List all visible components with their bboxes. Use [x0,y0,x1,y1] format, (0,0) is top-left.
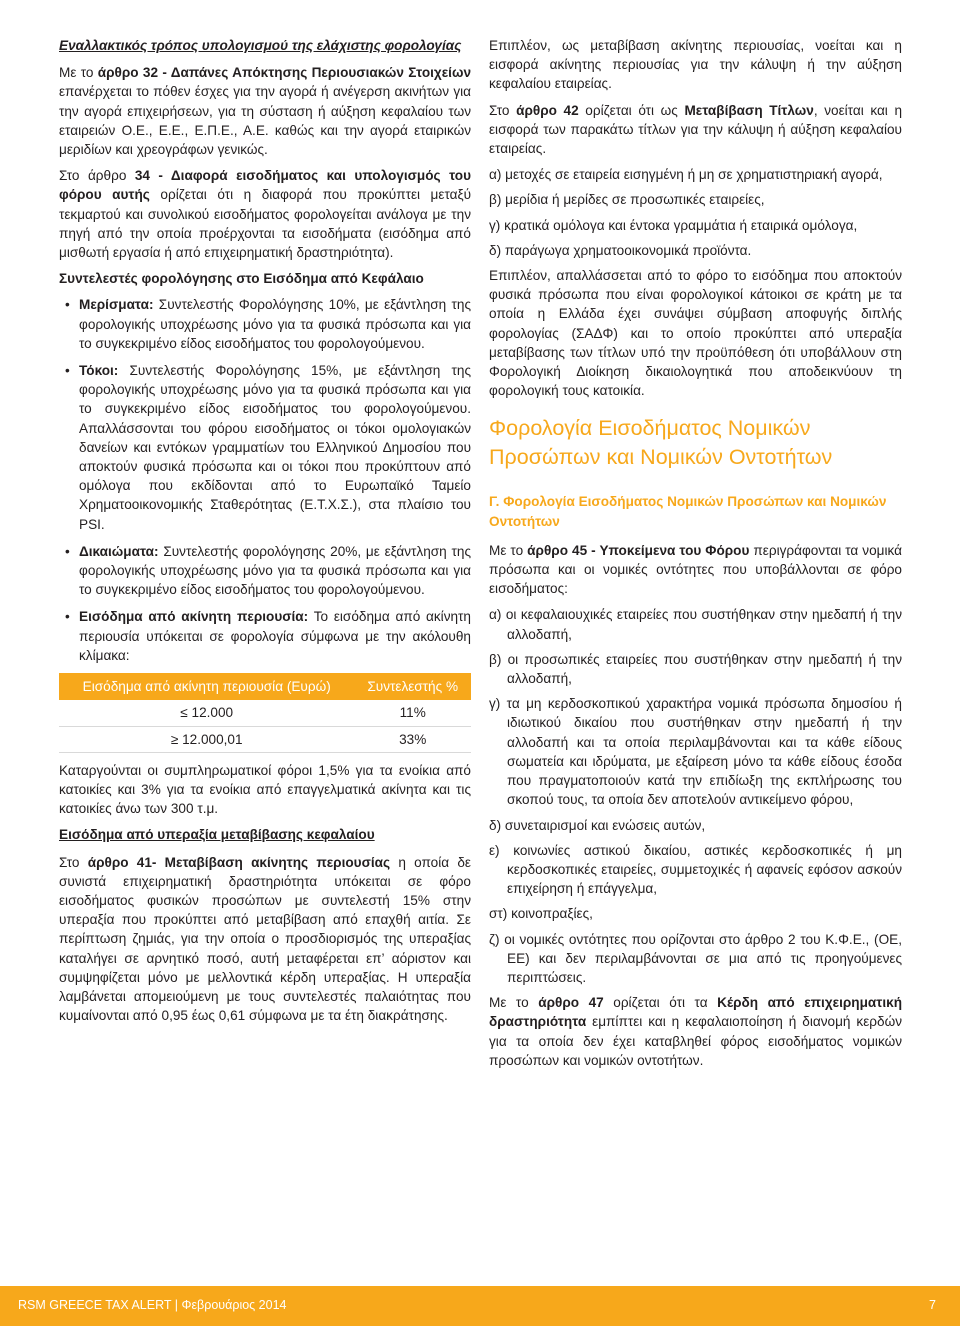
cell-income: ≥ 12.000,01 [59,726,354,752]
list-item: γ) τα μη κερδοσκοπικού χαρακτήρα νομικά πρόσωπα δημοσίου ή ιδιωτικού δικαίου που συστήθηκαν στην ημεδαπή ή την αλλοδαπή και τα οποία περιλαμβάνονται και τα κάθε είδους σωματεία και ιδρύματα, με εξαίρεση μόνο τα κάθε είδους έσοδα που πραγματοποιούν κατά την επιδίωξη της εκπλήρωσης του σκοπού τους, τα οποία δεν αποτελούν αντικείμενο φόρου, [489,696,902,808]
column-header-income: Εισόδημα από ακίνητη περιουσία (Ευρώ) [59,673,354,700]
footer-publication: RSM GREECE TAX ALERT | Φεβρουάριος 2014 [18,1298,287,1312]
paragraph-article-41: Στο άρθρο 41- Μεταβίβαση ακίνητης περιουσίας η οποία δε συνιστά επιχειρηματική δραστηριότητα υπόκειται σε φόρο εισοδήματος φυσικών προσώπων με συντελεστή 15% στην υπεραξία που προκύπτει από μεταβίβαση από επαχθή αιτία. Σε περίπτωση ζημιάς, για την οποία ο προσδιορισμός της υπεραξίας καταλήγει σε αρνητικό ποσό, αυτή μεταφέρεται επ’ αόριστον και συμψηφίζεται μόνο με μελλοντικά κέρδη υπεραξίας. Η υπεραξία λαμβάνεται απομειούμενη με τους συντελεστές παλαιότητας που κυμαίνονται από 0,95 έως 0,61 σύμφωνα με τα έτη διακράτησης. [59,854,471,1024]
paragraph-exemption: Επιπλέον, απαλλάσσεται από το φόρο το εισόδημα που αποκτούν φυσικά πρόσωπα που είναι φορολογικοί κάτοικοι σε κράτη με τα οποία η Ελλάδα έχει συνάψει σύμβαση αποφυγής διπλής φορολογίας (ΣΑΔΦ) και το οποίο προκύπτει από υπεραξία μεταβίβασης των τίτλων υπό την προϋπόθεση ότι υποβάλλουν στη Φορολογική Διοίκηση δικαιολογητικά που αποδεικνύουν τη φορολογική τους κατοικία. [489,268,902,399]
list-item: δ) συνεταιρισμοί και ενώσεις αυτών, [489,817,706,833]
list-item: ε) κοινωνίες αστικού δικαίου, αστικές κερδοσκοπικές ή μη κερδοσκοπικές εταιρείες, συμμετοχικές ή αφανείς εφόσον ασκούν επιχείρηση ή επάγγελμα, [489,842,902,897]
paragraph-article-34: Στο άρθρο 34 - Διαφορά εισοδήματος και υπολογισμός του φόρου αυτής ορίζεται ότι η διαφορά που προκύπτει μεταξύ τεκμαρτού και συνολικού εισοδήματος φορολογείται ανάλογα με την πηγή από την οποία προέρχονται τα εισοδήματα (εισόδημα από μισθωτή εργασία ή από επιχειρηματική δραστηριότητα). [59,168,472,261]
subsection-heading-g: Γ. Φορολογία Εισοδήματος Νομικών Προσώπων και Νομικών Οντοτήτων [489,494,887,529]
list-item: α) μετοχές σε εταιρεία εισηγμένη ή μη σε χρηματιστηριακή αγορά, [489,167,883,183]
list-item: στ) κοινοπραξίες, [489,906,593,922]
paragraph-abolished-taxes: Καταργούνται οι συμπληρωματικοί φόροι 1,5% για τα ενοίκια από κατοικίες και 3% για τα ενοίκια από επαγγελματικά ακίνητα και τις κατοικίες άνω των 300 τ.μ. [59,762,471,817]
capital-income-list [59,295,471,665]
column-header-rate: Συντελεστής % [354,673,471,700]
list-item-dividends: • Μερίσματα: Συντελεστής Φορολόγησης 10%, με εξάντληση της φορολογικής υποχρέωσης μόνο για τα φυσικά πρόσωπα και για το συγκεκριμένο είδος εισοδήματος του φορολογούμενου. [59,295,471,353]
table-header-row [59,673,471,700]
section-heading-capital-income: Συντελεστές φορολόγησης στο Εισόδημα από Κεφάλαιο [59,271,424,287]
list-item: ζ) οι νομικές οντότητες που ορίζονται στο άρθρο 2 του Κ.Φ.Ε., (ΟΕ, ΕΕ) και δεν περιλαμβάνονται σε μια από τις προηγούμενες περιπτώσεις. [489,931,902,985]
real-estate-rates-table [59,673,471,753]
list-item-royalties: • Δικαιώματα: Συντελεστής φορολόγησης 20%, με εξάντληση της φορολογικής υποχρέωσης μόνο για τα φυσικά πρόσωπα και για το συγκεκριμένο είδος εισοδήματος του φορολογούμενου. [59,542,471,600]
page-footer [0,1286,960,1326]
list-item: δ) παράγωγα χρηματοοικονομικά προϊόντα. [489,242,752,258]
right-column [489,36,902,1077]
paragraph-article-42: Στο άρθρο 42 ορίζεται ότι ως Μεταβίβαση Τίτλων, νοείται και η εισφορά των παρακάτω τίτλων για την κάλυψη ή αύξηση κεφαλαίου εταιρείας. [489,102,903,157]
cell-rate: 33% [354,726,471,752]
page-number: 7 [929,1298,936,1312]
list-item: β) οι προσωπικές εταιρείες που συστήθηκαν στην ημεδαπή ή την αλλοδαπή, [489,651,902,687]
securities-list [489,165,902,260]
cell-income: ≤ 12.000 [59,700,354,726]
section-heading-alternative: Εναλλακτικός τρόπος υπολογισμού της ελάχιστης φορολογίας [59,38,462,53]
section-heading-capital-gains: Εισόδημα από υπεραξία μεταβίβασης κεφαλαίου [59,827,375,843]
section-title-legal-entities: Φορολογία Εισοδήματος Νομικών Προσώπων και Νομικών Οντοτήτων [489,416,833,470]
left-column [59,36,471,1032]
list-item: α) οι κεφαλαιουχικές εταιρείες που συστήθηκαν στην ημεδαπή ή την αλλοδαπή, [489,607,902,642]
table-row [59,726,471,752]
list-item-interest: • Τόκοι: Συντελεστής Φορολόγησης 15%, με εξάντληση της φορολογικής υποχρέωσης μόνο για τα φυσικά πρόσωπα και για το συγκεκριμένο είδος εισοδήματος του φορολογούμενου. Απαλλάσσονται του φόρου εισοδήματος οι τόκοι ομολογιακών δανείων και εντόκων γραμματίων του Ελληνικού Δημοσίου που αποκτούν φυσικά πρόσωπα και οι τόκοι που προκύπτουν από ομόλογα που εκδίδονται από το Ευρωπαϊκό Ταμείο Χρηματοοικονομικής Σταθερότητας (Ε.Τ.Χ.Σ.), στα πλαίσιο του PSI. [59,361,471,534]
list-item-real-estate: • Εισόδημα από ακίνητη περιουσία: Το εισόδημα από ακίνητη περιουσία υπόκειται σε φορολογία σύμφωνα με την ακόλουθη κλίμακα: [59,607,471,665]
entities-list [489,605,902,987]
list-item: γ) κρατικά ομόλογα και έντοκα γραμμάτια ή εταιρικά ομόλογα, [489,217,858,233]
table-row [59,700,471,726]
paragraph-contribution: Επιπλέον, ως μεταβίβαση ακίνητης περιουσίας, νοείται και η εισφορά ακίνητης περιουσίας για την κάλυψη ή την αύξηση κεφαλαίου εταιρείας. [489,38,902,92]
list-item: β) μερίδια ή μερίδες σε προσωπικές εταιρείες, [489,192,765,208]
paragraph-article-32: Με το άρθρο 32 - Δαπάνες Απόκτησης Περιουσιακών Στοιχείων επανέρχεται το πόθεν έσχες για την αγορά ή ανέγερση ακινήτων για την αγορά επιχειρήσεων, για τη σύσταση ή αύξηση κεφαλαίου των εταιρειών Ο.Ε., Ε.Ε., Ε.Π.Ε., Α.Ε. καθώς και την αγορά εταιρικών μεριδίων και χρεογράφων γενικώς. [59,65,471,158]
cell-rate: 11% [354,700,471,726]
paragraph-article-45: Με το άρθρο 45 - Υποκείμενα του Φόρου περιγράφονται τα νομικά πρόσωπα και οι νομικές οντότητες που υποβάλλονται σε φόρο εισοδήματος: [489,542,902,597]
paragraph-article-47: Με το άρθρο 47 ορίζεται ότι τα Κέρδη από επιχειρηματική δραστηριότητα εμπίπτει και η κεφαλαιοποίηση ή διανομή κερδών για τα οποία δεν έχει καταβληθεί φόρος εισοδήματος νομικών προσώπων και νομικών οντοτήτων. [489,995,902,1068]
